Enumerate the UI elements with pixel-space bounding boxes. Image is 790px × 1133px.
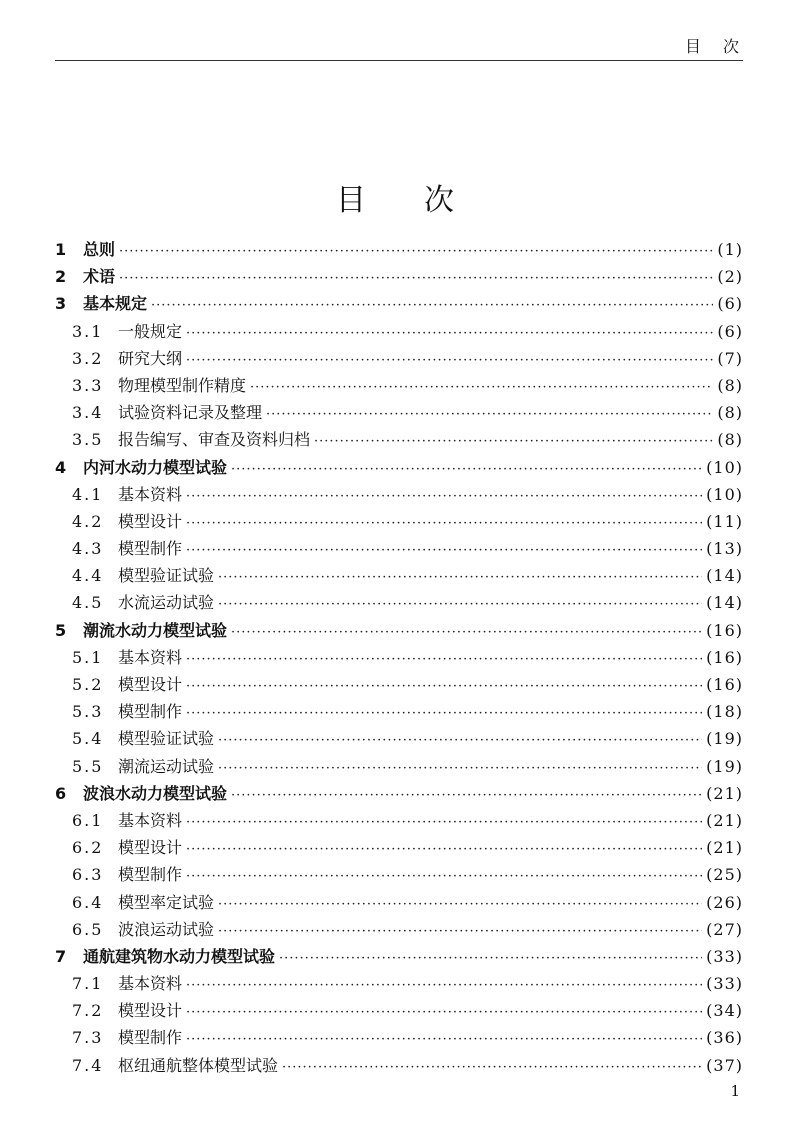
- toc-chapter-entry[interactable]: [55, 290, 743, 317]
- toc-entry-title: 基本资料: [118, 647, 183, 667]
- toc-entry-page: (21): [706, 838, 743, 858]
- toc-entry-number: 6.4: [72, 892, 104, 912]
- dot-leader: [186, 646, 702, 673]
- toc-entry-page: (33): [706, 946, 743, 966]
- dot-leader: [119, 238, 713, 265]
- toc-entry-page: (10): [706, 484, 743, 504]
- page-number: 1: [730, 1082, 740, 1100]
- toc-entry-number: 3.3: [72, 375, 104, 395]
- toc-entry-title: 一般规定: [118, 321, 183, 341]
- toc-entry-page: (27): [706, 919, 743, 939]
- toc-entry-title: 水流运动试验: [118, 593, 215, 613]
- toc-entry-title: 物理模型制作精度: [118, 375, 247, 395]
- dot-leader: [186, 537, 702, 564]
- toc-section-entry[interactable]: [55, 318, 743, 345]
- toc-entry-number: 5.1: [72, 647, 104, 667]
- toc-entry-page: (2): [717, 267, 743, 287]
- toc-entry-page: (14): [706, 566, 743, 586]
- toc-section-entry[interactable]: [55, 535, 743, 562]
- dot-leader: [231, 782, 702, 809]
- toc-entry-page: (13): [706, 539, 743, 559]
- toc-entry-number: 4.1: [72, 484, 104, 504]
- toc-entry-page: (36): [706, 1028, 743, 1048]
- toc-entry-number: 6.5: [72, 919, 104, 939]
- toc-section-entry[interactable]: [55, 753, 743, 780]
- toc-entry-number: 5.3: [72, 702, 104, 722]
- toc-entry-title: 模型设计: [118, 1001, 183, 1021]
- table-of-contents: [55, 236, 743, 1079]
- dot-leader: [186, 1026, 702, 1053]
- toc-entry-title: 报告编写、审查及资料归档: [118, 430, 311, 450]
- toc-entry-page: (16): [706, 620, 743, 640]
- toc-section-entry[interactable]: [55, 508, 743, 535]
- toc-section-entry[interactable]: [55, 671, 743, 698]
- dot-leader: [282, 1054, 702, 1081]
- toc-entry-number: 4: [55, 457, 67, 477]
- toc-entry-title: 模型率定试验: [118, 892, 215, 912]
- toc-entry-number: 4.5: [72, 593, 104, 613]
- toc-entry-title: 模型设计: [118, 511, 183, 531]
- toc-entry-title: 内河水动力模型试验: [83, 457, 228, 477]
- dot-leader: [186, 673, 702, 700]
- dot-leader: [266, 401, 713, 428]
- toc-entry-page: (8): [717, 430, 743, 450]
- dot-leader: [151, 292, 713, 319]
- dot-leader: [119, 265, 713, 292]
- toc-entry-number: 4.3: [72, 539, 104, 559]
- toc-entry-number: 1: [55, 240, 67, 259]
- toc-entry-number: 7.3: [72, 1028, 104, 1048]
- toc-entry-page: (1): [717, 240, 743, 259]
- toc-entry-title: 模型制作: [118, 539, 183, 559]
- toc-entry-page: (11): [706, 511, 743, 531]
- toc-section-entry[interactable]: [55, 372, 743, 399]
- dot-leader: [186, 999, 702, 1026]
- toc-entry-page: (37): [706, 1055, 743, 1075]
- toc-entry-title: 术语: [83, 267, 116, 287]
- toc-entry-title: 波浪水动力模型试验: [83, 783, 228, 803]
- toc-entry-page: (16): [706, 647, 743, 667]
- toc-entry-number: 3.5: [72, 430, 104, 450]
- toc-section-entry[interactable]: [55, 589, 743, 616]
- toc-section-entry[interactable]: [55, 644, 743, 671]
- toc-entry-title: 模型设计: [118, 675, 183, 694]
- toc-entry-page: (26): [706, 892, 743, 912]
- dot-leader: [279, 945, 702, 972]
- dot-leader: [186, 972, 702, 999]
- toc-entry-number: 6.1: [72, 810, 104, 830]
- toc-section-entry[interactable]: [55, 889, 743, 916]
- toc-entry-title: 模型验证试验: [118, 729, 215, 749]
- toc-section-entry[interactable]: [55, 1052, 743, 1079]
- toc-section-entry[interactable]: [55, 725, 743, 752]
- toc-entry-title: 潮流运动试验: [118, 756, 215, 776]
- toc-entry-page: (16): [706, 675, 743, 694]
- toc-entry-number: 3.2: [72, 348, 104, 368]
- toc-entry-page: (8): [717, 403, 743, 423]
- toc-entry-number: 5.2: [72, 675, 104, 694]
- dot-leader: [218, 891, 702, 918]
- toc-entry-number: 7.2: [72, 1001, 104, 1021]
- dot-leader: [186, 347, 713, 374]
- toc-entry-number: 4.2: [72, 511, 104, 531]
- toc-entry-page: (21): [706, 810, 743, 830]
- toc-entry-page: (8): [717, 375, 743, 395]
- toc-chapter-entry[interactable]: [55, 263, 743, 290]
- dot-leader: [186, 320, 713, 347]
- toc-entry-title: 基本资料: [118, 484, 183, 504]
- toc-entry-page: (21): [706, 783, 743, 803]
- toc-entry-page: (34): [706, 1001, 743, 1021]
- toc-section-entry[interactable]: [55, 562, 743, 589]
- toc-chapter-entry[interactable]: [55, 780, 743, 807]
- toc-section-entry[interactable]: [55, 481, 743, 508]
- toc-entry-title: 潮流水动力模型试验: [83, 620, 228, 640]
- toc-entry-number: 6.2: [72, 838, 104, 858]
- dot-leader: [186, 863, 702, 890]
- dot-leader: [186, 836, 702, 863]
- toc-entry-number: 7: [55, 946, 67, 966]
- toc-entry-title: 基本规定: [83, 294, 148, 314]
- toc-entry-number: 3.1: [72, 321, 104, 341]
- toc-section-entry[interactable]: [55, 861, 743, 888]
- dot-leader: [231, 456, 702, 483]
- dot-leader: [186, 510, 702, 537]
- toc-entry-title: 模型制作: [118, 1028, 183, 1048]
- toc-entry-title: 波浪运动试验: [118, 919, 215, 939]
- running-header: [55, 30, 761, 61]
- toc-entry-number: 5: [55, 620, 67, 640]
- toc-entry-title: 模型制作: [118, 865, 183, 885]
- dot-leader: [218, 755, 702, 782]
- toc-entry-page: (25): [706, 865, 743, 885]
- toc-entry-number: 6: [55, 783, 67, 803]
- toc-entry-number: 3: [55, 294, 67, 314]
- toc-entry-page: (10): [706, 457, 743, 477]
- toc-section-entry[interactable]: [55, 1024, 743, 1051]
- toc-entry-number: 5.5: [72, 756, 104, 776]
- dot-leader: [218, 564, 702, 591]
- toc-entry-page: (33): [706, 974, 743, 994]
- toc-chapter-entry[interactable]: [55, 617, 743, 644]
- toc-entry-number: 2: [55, 267, 67, 287]
- toc-section-entry[interactable]: [55, 916, 743, 943]
- dot-leader: [218, 727, 702, 754]
- toc-entry-title: 基本资料: [118, 810, 183, 830]
- toc-entry-title: 基本资料: [118, 974, 183, 994]
- dot-leader: [218, 918, 702, 945]
- toc-entry-title: 枢纽通航整体模型试验: [118, 1055, 279, 1075]
- toc-section-entry[interactable]: [55, 345, 743, 372]
- toc-section-entry[interactable]: [55, 834, 743, 861]
- toc-section-entry[interactable]: [55, 399, 743, 426]
- toc-entry-page: (14): [706, 593, 743, 613]
- toc-entry-number: 3.4: [72, 403, 104, 423]
- toc-entry-number: 4.4: [72, 566, 104, 586]
- toc-chapter-entry[interactable]: [55, 943, 743, 970]
- toc-entry-title: 总则: [83, 240, 116, 259]
- toc-entry-page: (6): [717, 321, 743, 341]
- toc-entry-number: 7.1: [72, 974, 104, 994]
- toc-entry-page: (18): [706, 702, 743, 722]
- dot-leader: [186, 809, 702, 836]
- toc-chapter-entry[interactable]: [55, 454, 743, 481]
- toc-entry-number: 6.3: [72, 865, 104, 885]
- dot-leader: [186, 483, 702, 510]
- toc-section-entry[interactable]: [55, 426, 743, 453]
- dot-leader: [314, 428, 713, 455]
- toc-section-entry[interactable]: [55, 698, 743, 725]
- toc-entry-number: 7.4: [72, 1055, 104, 1075]
- toc-entry-number: 5.4: [72, 729, 104, 749]
- toc-entry-title: 通航建筑物水动力模型试验: [83, 946, 276, 966]
- dot-leader: [218, 591, 702, 618]
- dot-leader: [186, 700, 702, 727]
- toc-entry-title: 模型制作: [118, 702, 183, 722]
- toc-entry-title: 研究大纲: [118, 348, 183, 368]
- toc-entry-title: 模型验证试验: [118, 566, 215, 586]
- page-title: 目次: [336, 183, 512, 218]
- toc-entry-page: (7): [717, 348, 743, 368]
- toc-chapter-entry[interactable]: [55, 236, 743, 263]
- toc-section-entry[interactable]: [55, 807, 743, 834]
- toc-entry-page: (19): [706, 729, 743, 749]
- toc-entry-page: (19): [706, 756, 743, 776]
- dot-leader: [231, 619, 702, 646]
- dot-leader: [250, 374, 713, 401]
- toc-section-entry[interactable]: [55, 970, 743, 997]
- toc-entry-title: 模型设计: [118, 838, 183, 858]
- toc-entry-title: 试验资料记录及整理: [118, 403, 263, 423]
- running-header-title: 目次: [684, 37, 761, 56]
- toc-section-entry[interactable]: [55, 997, 743, 1024]
- toc-entry-page: (6): [717, 294, 743, 314]
